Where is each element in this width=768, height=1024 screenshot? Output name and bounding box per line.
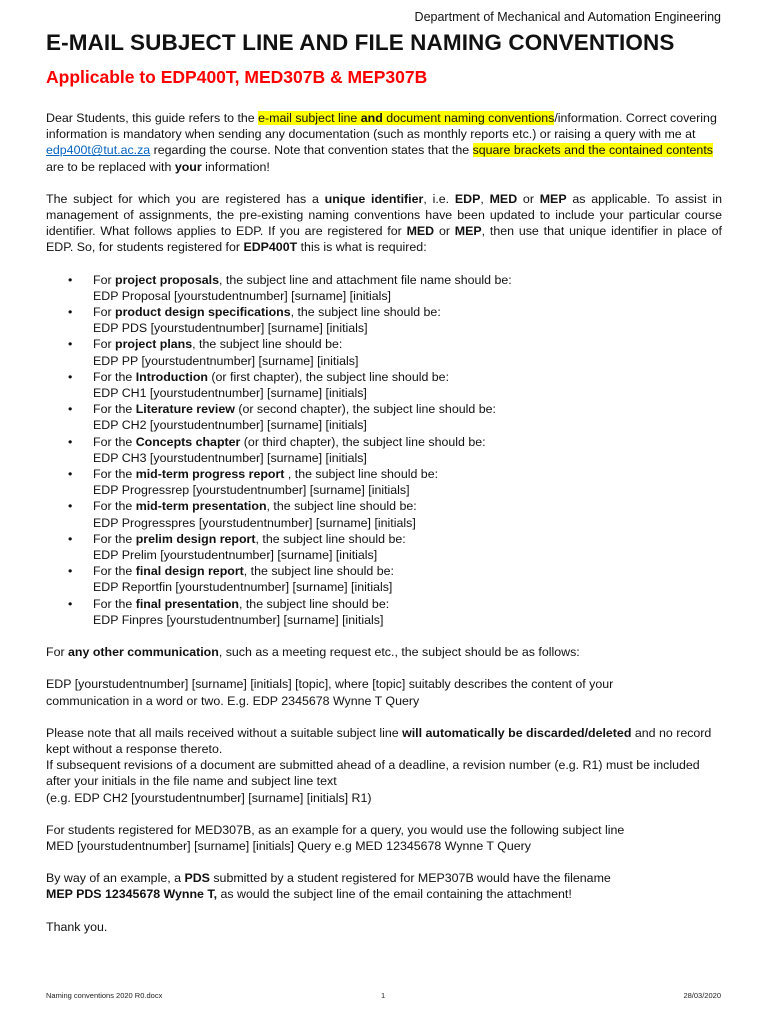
discard-notice-paragraph: Please note that all mails received without a suitable subject line will automatically be discarded/deleted and no record kept without a response thereto. [46,725,712,756]
subject-format: EDP Progresspres [yourstudentnumber] [surname] [initials] [93,515,416,530]
list-item: • For the final design report, the subject line should be: EDP Reportfin [yourstudentnumber] [surname] [initials] [68,564,394,595]
list-item: • For project proposals, the subject line and attachment file name should be: EDP Proposal [yourstudentnumber] [surname] [initials] [68,272,512,303]
subject-format: EDP CH1 [yourstudentnumber] [surname] [initials] [93,386,367,401]
bullet-icon: • [68,337,73,352]
list-item: • For the Concepts chapter (or third chapter), the subject line should be: EDP CH3 [yourstudentnumber] [surname] [initials] [68,434,486,465]
other-format-paragraph: EDP [yourstudentnumber] [surname] [initials] [topic], where [topic] suitably describes the content of your communication in a word or two. E.g. EDP 2345678 Wynne T Query [46,677,614,708]
subject-format: EDP CH2 [yourstudentnumber] [surname] [initials] [93,418,367,433]
course-email-link[interactable]: edp400t@tut.ac.za [46,143,151,158]
bullet-icon: • [68,434,73,449]
bullet-icon: • [68,596,73,611]
other-communication-paragraph: For any other communication, such as a meeting request etc., the subject should be as follows: [46,645,580,660]
footer-date: 28/03/2020 [683,991,721,1000]
bullet-icon: • [68,531,73,546]
footer-page-number: 1 [381,991,386,1000]
bullet-icon: • [68,467,73,482]
subject-format: EDP Finpres [yourstudentnumber] [surname] [initials] [93,612,384,627]
bullet-icon: • [68,564,73,579]
pds-example-paragraph: By way of an example, a PDS submitted by a student registered for MEP307B would have the filename MEP PDS 12345678 Wynne T, as would the subject line of the email containing the attachment! [46,871,611,902]
revision-example: (e.g. EDP CH2 [yourstudentnumber] [surname] [initials] R1) [46,790,372,805]
subject-format: EDP PP [yourstudentnumber] [surname] [initials] [93,353,359,368]
document-title: E-MAIL SUBJECT LINE AND FILE NAMING CONVENTIONS [46,30,675,55]
document-body [46,110,722,935]
intro-paragraph: Dear Students, this guide refers to the e-mail subject line and document naming conventions/information. Correct covering information is mandatory when sending any documentation (such as monthly reports etc.) or raising a query with me at edp400t@tut.ac.za regarding the course. Note that convention states that the square brackets and the contained contents are to be replaced with your information! [46,111,717,174]
bullet-icon: • [68,402,73,417]
subject-format: EDP PDS [yourstudentnumber] [surname] [initials] [93,321,368,336]
subject-format: EDP Reportfin [yourstudentnumber] [surname] [initials] [93,580,393,595]
bullet-icon: • [68,305,73,320]
revision-paragraph: If subsequent revisions of a document are submitted ahead of a deadline, a revision number (e.g. R1) must be included after your initials in the file name and subject line text [46,758,700,789]
bullet-icon: • [68,272,73,287]
list-item: • For product design specifications, the subject line should be: EDP PDS [yourstudentnumber] [surname] [initials] [68,305,441,336]
footer-filename: Naming conventions 2020 R0.docx [46,991,163,1000]
list-item: • For the final presentation, the subject line should be: EDP Finpres [yourstudentnumber] [surname] [initials] [68,596,390,627]
subject-format: EDP Prelim [yourstudentnumber] [surname] [initials] [93,548,378,563]
subject-format: EDP Progressrep [yourstudentnumber] [surname] [initials] [93,483,410,498]
list-item: • For the mid-term progress report , the subject line should be: EDP Progressrep [yourstudentnumber] [surname] [initials] [68,467,439,498]
applicable-subtitle: Applicable to EDP400T, MED307B & MEP307B [46,67,428,87]
list-item: • For project plans, the subject line should be: EDP PP [yourstudentnumber] [surname] [initials] [68,337,359,368]
bullet-icon: • [68,369,73,384]
list-item: • For the prelim design report, the subject line should be: EDP Prelim [yourstudentnumber] [surname] [initials] [68,531,406,563]
med-example-paragraph: For students registered for MED307B, as an example for a query, you would use the following subject line MED [yourstudentnumber] [surname] [initials] Query e.g MED 12345678 Wynne T Query [46,822,625,853]
identifier-paragraph: The subject for which you are registered has a unique identifier, i.e. EDP, MED or MEP as applicable. To assist in management of assignments, the pre-existing naming conventions have been updated to include your particular course identifier. What follows applies to EDP. If you are registered for MED or MEP, then use that unique identifier in place of EDP. So, for students registered for EDP400T this is what is required: [46,191,723,255]
subject-format: EDP CH3 [yourstudentnumber] [surname] [initials] [93,450,367,465]
list-item: • For the Literature review (or second chapter), the subject line should be: EDP CH2 [yourstudentnumber] [surname] [initials] [68,402,496,433]
closing-text: Thank you. [46,919,108,934]
list-item: • For the mid-term presentation, the subject line should be: EDP Progresspres [yourstudentnumber] [surname] [initials] [68,499,417,530]
department-header: Department of Mechanical and Automation Engineering [414,10,721,24]
naming-conventions-list [46,272,722,628]
bullet-icon: • [68,499,73,514]
list-item: • For the Introduction (or first chapter), the subject line should be: EDP CH1 [yourstudentnumber] [surname] [initials] [68,369,450,401]
subject-format: EDP Proposal [yourstudentnumber] [surname] [initials] [93,288,391,303]
